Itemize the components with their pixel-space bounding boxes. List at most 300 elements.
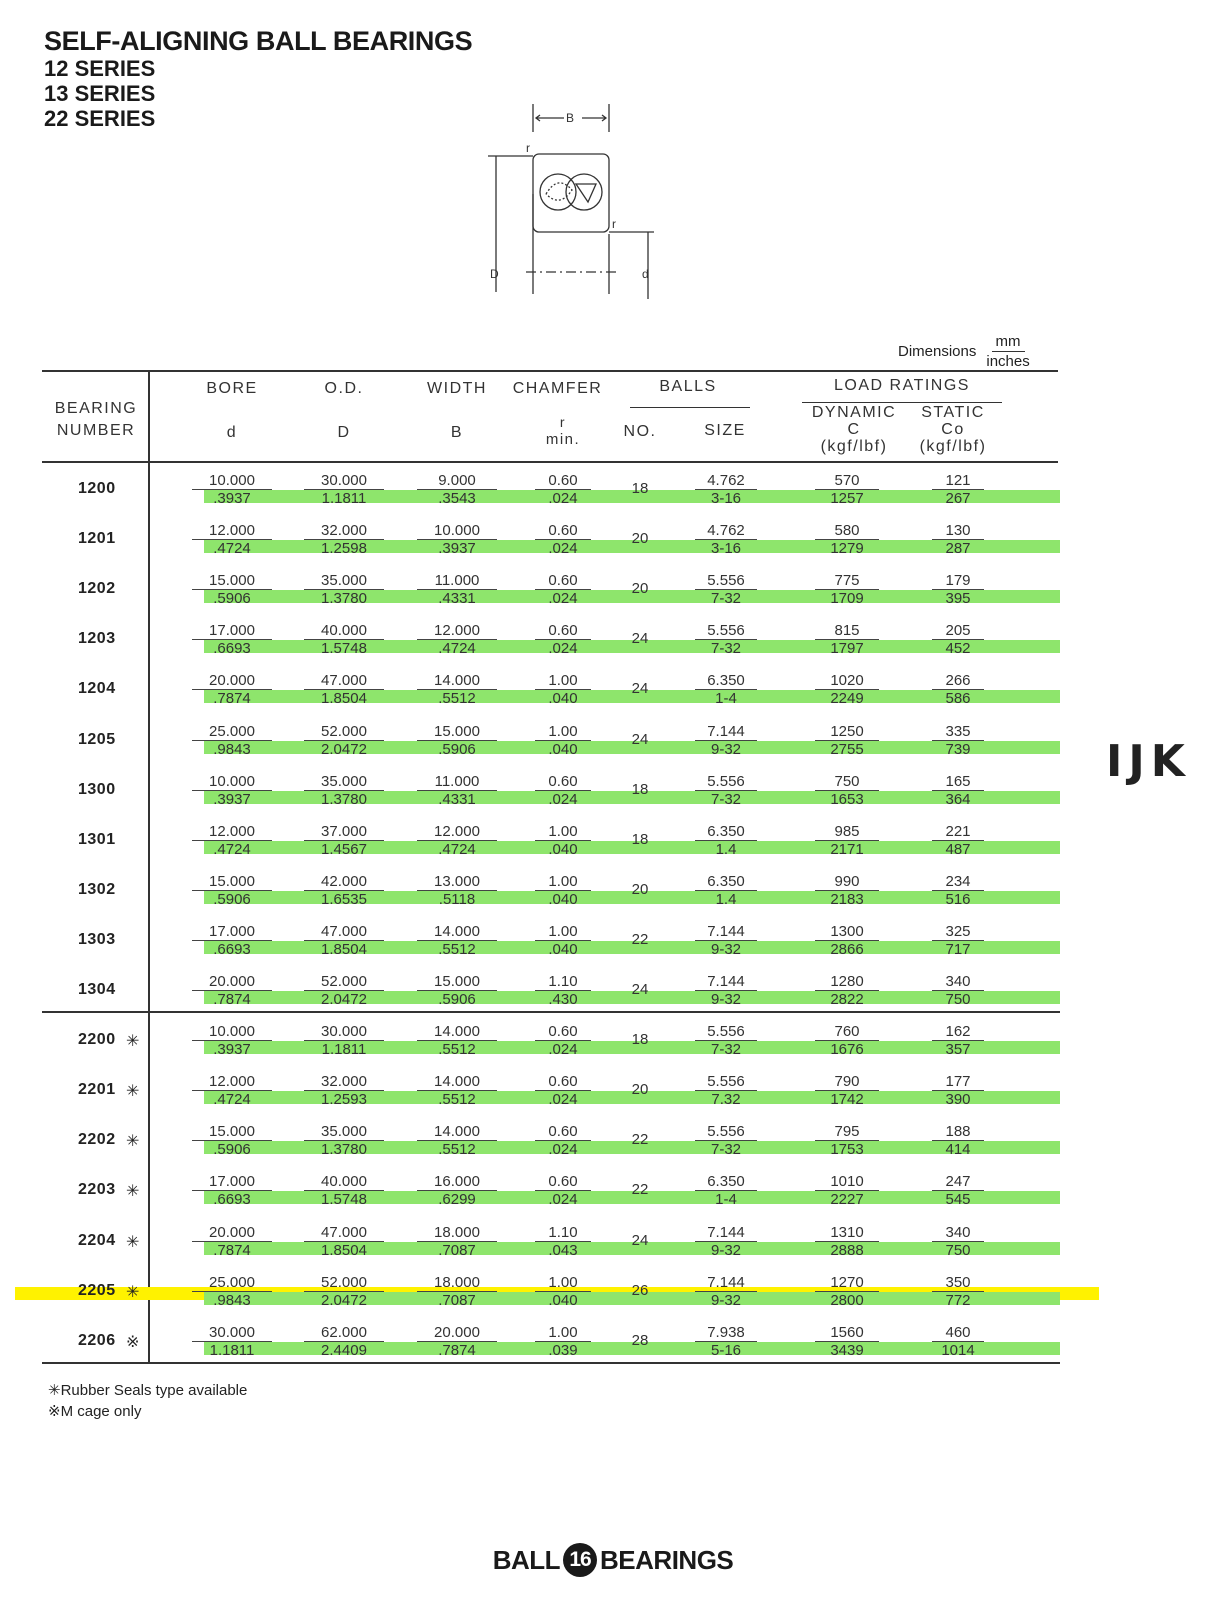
cell-size-mm: 7.144 bbox=[695, 1224, 757, 1242]
cell-bore-inch: .7874 bbox=[213, 991, 251, 1008]
cell-ball-count: 18 bbox=[631, 831, 649, 848]
cell-chamfer-mm: 1.00 bbox=[535, 873, 591, 891]
bearing-number: 1300 bbox=[78, 781, 116, 798]
cell-bore-mm: 15.000 bbox=[192, 873, 272, 891]
cell-od-inch: 2.0472 bbox=[321, 1292, 367, 1309]
cell-dyn-mm: 570 bbox=[815, 472, 879, 490]
cell-od-inch: 1.1811 bbox=[321, 1041, 367, 1058]
footer-bearings: BEARINGS bbox=[600, 1544, 734, 1575]
cell-chamfer-inch: .039 bbox=[548, 1342, 578, 1359]
cell-dyn-inch: 1676 bbox=[830, 1041, 864, 1058]
cell-dyn-inch: 2800 bbox=[830, 1292, 864, 1309]
cell-chamfer-inch: .040 bbox=[548, 741, 578, 758]
cell-stat-inch: 267 bbox=[945, 490, 971, 507]
cell-chamfer-mm: 1.00 bbox=[535, 923, 591, 941]
cell-stat-mm: 221 bbox=[932, 823, 984, 841]
cell-size-mm: 4.762 bbox=[695, 522, 757, 540]
cell-od-inch: 1.1811 bbox=[321, 490, 367, 507]
cell-dyn-mm: 1010 bbox=[815, 1173, 879, 1191]
cell-size-mm: 7.144 bbox=[695, 923, 757, 941]
cell-chamfer-inch: .024 bbox=[548, 640, 578, 657]
cell-chamfer-inch: .040 bbox=[548, 1292, 578, 1309]
unit-mm: mm bbox=[992, 334, 1025, 352]
cell-bore-mm: 12.000 bbox=[192, 823, 272, 841]
cell-bore-inch: .3937 bbox=[213, 1041, 251, 1058]
seal-mark: ✳ bbox=[126, 1133, 140, 1150]
bearing-number: 1204 bbox=[78, 680, 116, 697]
bearing-number: 1200 bbox=[78, 480, 116, 497]
cell-size-inch: 7-32 bbox=[710, 590, 742, 607]
page-title: SELF-ALIGNING BALL BEARINGS bbox=[44, 26, 473, 56]
bearing-column-rule bbox=[148, 370, 150, 1363]
cell-bore-inch: .5906 bbox=[213, 891, 251, 908]
header-width: WIDTH bbox=[427, 380, 487, 397]
cell-width-mm: 15.000 bbox=[417, 973, 497, 991]
cell-stat-mm: 247 bbox=[932, 1173, 984, 1191]
title-block bbox=[44, 28, 472, 130]
header-balls-no: NO. bbox=[623, 423, 657, 440]
cell-size-inch: 1.4 bbox=[715, 891, 737, 908]
cell-bore-inch: .6693 bbox=[213, 941, 251, 958]
cell-size-inch: 9-32 bbox=[710, 941, 742, 958]
cell-stat-mm: 121 bbox=[932, 472, 984, 490]
cell-chamfer-inch: .043 bbox=[548, 1242, 578, 1259]
cell-size-mm: 7.938 bbox=[695, 1324, 757, 1342]
cell-dyn-inch: 2822 bbox=[830, 991, 864, 1008]
cell-dyn-inch: 2866 bbox=[830, 941, 864, 958]
cell-dyn-mm: 1270 bbox=[815, 1274, 879, 1292]
label-B: B bbox=[565, 111, 575, 125]
cell-bore-mm: 10.000 bbox=[192, 1023, 272, 1041]
cell-bore-mm: 15.000 bbox=[192, 1123, 272, 1141]
cell-ball-count: 20 bbox=[631, 580, 649, 597]
seal-mark: ✳ bbox=[126, 1183, 140, 1200]
cell-size-mm: 5.556 bbox=[695, 622, 757, 640]
cell-chamfer-inch: .024 bbox=[548, 1041, 578, 1058]
cell-size-inch: 9-32 bbox=[710, 1292, 742, 1309]
cell-width-inch: .5906 bbox=[438, 741, 476, 758]
cell-size-inch: 3-16 bbox=[710, 540, 742, 557]
cell-size-mm: 5.556 bbox=[695, 1073, 757, 1091]
cell-od-mm: 40.000 bbox=[304, 1173, 384, 1191]
cell-od-mm: 37.000 bbox=[304, 823, 384, 841]
cell-size-mm: 5.556 bbox=[695, 572, 757, 590]
table-top-rule bbox=[42, 370, 1058, 372]
cell-stat-mm: 340 bbox=[932, 973, 984, 991]
cell-width-inch: .5906 bbox=[438, 991, 476, 1008]
cell-stat-inch: 395 bbox=[945, 590, 971, 607]
cell-bore-inch: .4724 bbox=[213, 540, 251, 557]
balls-header-rule bbox=[630, 407, 750, 408]
cell-od-inch: 1.3780 bbox=[321, 791, 367, 808]
cell-dyn-inch: 1653 bbox=[830, 791, 864, 808]
cell-width-mm: 18.000 bbox=[417, 1274, 497, 1292]
cell-bore-inch: .3937 bbox=[213, 791, 251, 808]
table-bottom-rule bbox=[42, 1362, 1060, 1364]
cell-od-mm: 47.000 bbox=[304, 1224, 384, 1242]
header-static-unit: (kgf/lbf) bbox=[919, 438, 987, 455]
cell-width-inch: .5512 bbox=[438, 1091, 476, 1108]
cell-dyn-inch: 2888 bbox=[830, 1242, 864, 1259]
cell-ball-count: 20 bbox=[631, 530, 649, 547]
unit-fraction bbox=[986, 334, 1029, 369]
cell-size-mm: 7.144 bbox=[695, 973, 757, 991]
cell-dyn-inch: 2183 bbox=[830, 891, 864, 908]
cell-dyn-inch: 1753 bbox=[830, 1141, 864, 1158]
cell-size-inch: 5-16 bbox=[710, 1342, 742, 1359]
cell-bore-mm: 20.000 bbox=[192, 1224, 272, 1242]
bearing-number: 2205 bbox=[78, 1282, 116, 1299]
header-chamfer: CHAMFER bbox=[512, 380, 603, 397]
page-number: 16 bbox=[563, 1543, 597, 1577]
cell-od-inch: 1.5748 bbox=[321, 640, 367, 657]
cell-od-inch: 1.8504 bbox=[321, 690, 367, 707]
cell-chamfer-mm: 0.60 bbox=[535, 572, 591, 590]
cell-od-mm: 32.000 bbox=[304, 522, 384, 540]
cell-od-mm: 47.000 bbox=[304, 923, 384, 941]
label-r-bottom: r bbox=[612, 217, 616, 231]
cell-ball-count: 24 bbox=[631, 981, 649, 998]
cell-dyn-mm: 795 bbox=[815, 1123, 879, 1141]
cell-ball-count: 22 bbox=[631, 931, 649, 948]
cell-ball-count: 18 bbox=[631, 1031, 649, 1048]
cell-bore-inch: .3937 bbox=[213, 490, 251, 507]
cell-size-inch: 1-4 bbox=[715, 690, 737, 707]
cell-od-inch: 2.0472 bbox=[321, 741, 367, 758]
cell-stat-mm: 350 bbox=[932, 1274, 984, 1292]
cell-dyn-mm: 1250 bbox=[815, 723, 879, 741]
cell-stat-mm: 165 bbox=[932, 773, 984, 791]
cell-od-inch: 1.5748 bbox=[321, 1191, 367, 1208]
cell-dyn-inch: 1797 bbox=[830, 640, 864, 657]
cell-width-mm: 14.000 bbox=[417, 1073, 497, 1091]
cell-width-mm: 15.000 bbox=[417, 723, 497, 741]
cell-dyn-inch: 1257 bbox=[830, 490, 864, 507]
cell-bore-mm: 25.000 bbox=[192, 1274, 272, 1292]
note-rubber-seals: ✳Rubber Seals type available bbox=[48, 1382, 248, 1399]
cell-chamfer-inch: .024 bbox=[548, 1141, 578, 1158]
cell-size-mm: 5.556 bbox=[695, 1123, 757, 1141]
cell-stat-inch: 452 bbox=[945, 640, 971, 657]
cell-dyn-mm: 750 bbox=[815, 773, 879, 791]
cell-bore-mm: 25.000 bbox=[192, 723, 272, 741]
cell-od-inch: 1.6535 bbox=[321, 891, 367, 908]
cell-size-mm: 6.350 bbox=[695, 1173, 757, 1191]
cell-bore-mm: 15.000 bbox=[192, 572, 272, 590]
page-footer bbox=[0, 1543, 1226, 1577]
cell-ball-count: 24 bbox=[631, 630, 649, 647]
cell-dyn-mm: 990 bbox=[815, 873, 879, 891]
dimensions-label: Dimensions bbox=[898, 343, 977, 360]
bearing-number: 2200 bbox=[78, 1031, 116, 1048]
cell-bore-mm: 17.000 bbox=[192, 622, 272, 640]
cell-size-inch: 9-32 bbox=[710, 1242, 742, 1259]
series-label-22: 22 SERIES bbox=[44, 106, 156, 131]
cell-width-mm: 20.000 bbox=[417, 1324, 497, 1342]
cell-chamfer-mm: 1.00 bbox=[535, 1274, 591, 1292]
cell-size-inch: 7-32 bbox=[710, 1141, 742, 1158]
cell-size-mm: 6.350 bbox=[695, 873, 757, 891]
cell-width-inch: .5512 bbox=[438, 1141, 476, 1158]
cell-chamfer-mm: 1.00 bbox=[535, 1324, 591, 1342]
header-static: STATIC bbox=[921, 404, 985, 421]
cell-width-inch: .4724 bbox=[438, 841, 476, 858]
cell-stat-inch: 357 bbox=[945, 1041, 971, 1058]
series-label-13: 13 SERIES bbox=[44, 81, 156, 106]
cell-dyn-mm: 1310 bbox=[815, 1224, 879, 1242]
cell-chamfer-mm: 1.00 bbox=[535, 823, 591, 841]
cell-od-inch: 1.4567 bbox=[321, 841, 367, 858]
cell-width-mm: 14.000 bbox=[417, 1123, 497, 1141]
cell-stat-inch: 739 bbox=[945, 741, 971, 758]
cell-bore-inch: .4724 bbox=[213, 1091, 251, 1108]
seal-mark: ✳ bbox=[126, 1033, 140, 1050]
cell-bore-inch: .9843 bbox=[213, 1292, 251, 1309]
cell-chamfer-inch: .024 bbox=[548, 1091, 578, 1108]
seal-mark: ※ bbox=[126, 1334, 140, 1351]
cell-width-inch: .5512 bbox=[438, 941, 476, 958]
cell-od-inch: 1.3780 bbox=[321, 1141, 367, 1158]
cell-width-mm: 13.000 bbox=[417, 873, 497, 891]
cell-size-inch: 1.4 bbox=[715, 841, 737, 858]
cell-stat-mm: 325 bbox=[932, 923, 984, 941]
bearing-number: 2202 bbox=[78, 1131, 116, 1148]
cell-stat-mm: 179 bbox=[932, 572, 984, 590]
header-chamfer-min: min. bbox=[545, 431, 581, 448]
bearing-number: 1301 bbox=[78, 831, 116, 848]
cell-size-mm: 6.350 bbox=[695, 823, 757, 841]
cell-stat-inch: 1014 bbox=[941, 1342, 975, 1359]
cell-width-inch: .4331 bbox=[438, 791, 476, 808]
cell-dyn-mm: 1020 bbox=[815, 672, 879, 690]
cell-dyn-mm: 985 bbox=[815, 823, 879, 841]
cell-od-mm: 35.000 bbox=[304, 572, 384, 590]
cell-size-mm: 4.762 bbox=[695, 472, 757, 490]
cell-bore-inch: .6693 bbox=[213, 640, 251, 657]
cell-od-mm: 30.000 bbox=[304, 1023, 384, 1041]
cell-bore-mm: 20.000 bbox=[192, 672, 272, 690]
cell-bore-inch: .7874 bbox=[213, 1242, 251, 1259]
cell-stat-inch: 545 bbox=[945, 1191, 971, 1208]
cell-stat-mm: 205 bbox=[932, 622, 984, 640]
seal-mark: ✳ bbox=[126, 1234, 140, 1251]
cell-bore-mm: 10.000 bbox=[192, 773, 272, 791]
bearing-number: 1303 bbox=[78, 931, 116, 948]
cell-chamfer-mm: 0.60 bbox=[535, 1173, 591, 1191]
cell-bore-inch: .6693 bbox=[213, 1191, 251, 1208]
header-bearing-number bbox=[44, 398, 148, 442]
cell-bore-inch: 1.1811 bbox=[209, 1342, 255, 1359]
cell-bore-mm: 17.000 bbox=[192, 923, 272, 941]
cell-stat-inch: 717 bbox=[945, 941, 971, 958]
bearing-cross-section-diagram bbox=[478, 104, 678, 304]
cell-stat-mm: 177 bbox=[932, 1073, 984, 1091]
cell-stat-mm: 460 bbox=[932, 1324, 984, 1342]
group-divider-rule bbox=[42, 1011, 1060, 1013]
cell-ball-count: 18 bbox=[631, 480, 649, 497]
bearing-number: 1203 bbox=[78, 630, 116, 647]
header-bearing-line2: NUMBER bbox=[56, 422, 136, 439]
cell-width-inch: .3543 bbox=[438, 490, 476, 507]
cell-bore-inch: .5906 bbox=[213, 1141, 251, 1158]
header-width-symbol: B bbox=[450, 424, 464, 441]
header-bore: BORE bbox=[206, 380, 258, 397]
cell-chamfer-mm: 0.60 bbox=[535, 622, 591, 640]
cell-chamfer-inch: .024 bbox=[548, 590, 578, 607]
cell-width-inch: .3937 bbox=[438, 540, 476, 557]
cell-stat-inch: 364 bbox=[945, 791, 971, 808]
cell-width-mm: 11.000 bbox=[417, 773, 497, 791]
cell-bore-inch: .5906 bbox=[213, 590, 251, 607]
cell-dyn-mm: 1300 bbox=[815, 923, 879, 941]
cell-dyn-mm: 760 bbox=[815, 1023, 879, 1041]
cell-bore-mm: 12.000 bbox=[192, 522, 272, 540]
cell-stat-mm: 162 bbox=[932, 1023, 984, 1041]
cell-size-mm: 5.556 bbox=[695, 773, 757, 791]
bearing-number: 2203 bbox=[78, 1181, 116, 1198]
cell-stat-inch: 586 bbox=[945, 690, 971, 707]
cell-dyn-inch: 1709 bbox=[830, 590, 864, 607]
cell-od-inch: 1.8504 bbox=[321, 941, 367, 958]
cell-width-inch: .4331 bbox=[438, 590, 476, 607]
dimension-units bbox=[898, 334, 1030, 369]
cell-dyn-inch: 2249 bbox=[830, 690, 864, 707]
cell-od-mm: 30.000 bbox=[304, 472, 384, 490]
cell-bore-inch: .4724 bbox=[213, 841, 251, 858]
label-d: d bbox=[642, 267, 649, 281]
cell-chamfer-inch: .040 bbox=[548, 891, 578, 908]
cell-size-inch: 7-32 bbox=[710, 640, 742, 657]
cell-width-inch: .5118 bbox=[438, 891, 476, 908]
header-dynamic-unit: (kgf/lbf) bbox=[820, 438, 888, 455]
bearing-number: 2206 bbox=[78, 1332, 116, 1349]
cell-width-inch: .7874 bbox=[438, 1342, 476, 1359]
bearing-number: 2204 bbox=[78, 1232, 116, 1249]
cell-dyn-inch: 2755 bbox=[830, 741, 864, 758]
cell-stat-inch: 516 bbox=[945, 891, 971, 908]
cell-dyn-inch: 3439 bbox=[830, 1342, 864, 1359]
cell-chamfer-mm: 1.00 bbox=[535, 672, 591, 690]
cell-width-mm: 16.000 bbox=[417, 1173, 497, 1191]
cell-width-inch: .4724 bbox=[438, 640, 476, 657]
cell-ball-count: 24 bbox=[631, 1232, 649, 1249]
cell-dyn-mm: 1280 bbox=[815, 973, 879, 991]
cell-width-inch: .5512 bbox=[438, 690, 476, 707]
cell-od-mm: 35.000 bbox=[304, 1123, 384, 1141]
cell-od-inch: 1.2598 bbox=[321, 540, 367, 557]
cell-size-inch: 9-32 bbox=[710, 991, 742, 1008]
cell-od-mm: 42.000 bbox=[304, 873, 384, 891]
cell-width-inch: .7087 bbox=[438, 1242, 476, 1259]
cell-width-mm: 11.000 bbox=[417, 572, 497, 590]
note-m-cage: ※M cage only bbox=[48, 1403, 142, 1420]
cell-size-inch: 1-4 bbox=[715, 1191, 737, 1208]
cell-chamfer-mm: 1.00 bbox=[535, 723, 591, 741]
footnotes bbox=[48, 1380, 247, 1422]
cell-size-mm: 7.144 bbox=[695, 1274, 757, 1292]
cell-chamfer-inch: .024 bbox=[548, 540, 578, 557]
cell-bore-mm: 12.000 bbox=[192, 1073, 272, 1091]
cell-od-mm: 47.000 bbox=[304, 672, 384, 690]
cell-ball-count: 24 bbox=[631, 731, 649, 748]
header-chamfer-symbol: r bbox=[559, 414, 567, 430]
seal-mark: ✳ bbox=[126, 1083, 140, 1100]
bearing-number: 1202 bbox=[78, 580, 116, 597]
cell-width-inch: .7087 bbox=[438, 1292, 476, 1309]
header-bottom-rule bbox=[42, 461, 1058, 463]
cell-chamfer-inch: .430 bbox=[548, 991, 578, 1008]
header-bore-symbol: d bbox=[226, 424, 238, 441]
header-dynamic-symbol: C bbox=[847, 421, 861, 438]
bearing-number: 1304 bbox=[78, 981, 116, 998]
cell-chamfer-mm: 1.10 bbox=[535, 1224, 591, 1242]
cell-chamfer-mm: 0.60 bbox=[535, 1073, 591, 1091]
cell-od-inch: 1.3780 bbox=[321, 590, 367, 607]
cell-stat-inch: 487 bbox=[945, 841, 971, 858]
header-bearing-line1: BEARING bbox=[54, 400, 138, 417]
cell-od-mm: 40.000 bbox=[304, 622, 384, 640]
cell-width-mm: 18.000 bbox=[417, 1224, 497, 1242]
cell-od-inch: 2.0472 bbox=[321, 991, 367, 1008]
cell-bore-inch: .7874 bbox=[213, 690, 251, 707]
cell-ball-count: 20 bbox=[631, 881, 649, 898]
cell-size-mm: 5.556 bbox=[695, 1023, 757, 1041]
cell-size-inch: 7-32 bbox=[710, 791, 742, 808]
cell-width-mm: 14.000 bbox=[417, 672, 497, 690]
cell-stat-mm: 188 bbox=[932, 1123, 984, 1141]
cell-ball-count: 22 bbox=[631, 1181, 649, 1198]
cell-stat-inch: 390 bbox=[945, 1091, 971, 1108]
cell-dyn-mm: 1560 bbox=[815, 1324, 879, 1342]
cell-size-inch: 7-32 bbox=[710, 1041, 742, 1058]
bearing-number: 1201 bbox=[78, 530, 116, 547]
cell-od-mm: 52.000 bbox=[304, 723, 384, 741]
cell-size-inch: 9-32 bbox=[710, 741, 742, 758]
cell-stat-inch: 750 bbox=[945, 1242, 971, 1259]
cell-width-mm: 12.000 bbox=[417, 823, 497, 841]
cell-size-inch: 7.32 bbox=[711, 1091, 741, 1108]
unit-inches: inches bbox=[986, 353, 1030, 370]
cell-ball-count: 24 bbox=[631, 680, 649, 697]
cell-od-inch: 2.4409 bbox=[321, 1342, 367, 1359]
bearing-number: 2201 bbox=[78, 1081, 116, 1098]
cell-width-mm: 14.000 bbox=[417, 1023, 497, 1041]
header-static-symbol: Co bbox=[941, 421, 965, 438]
cell-od-mm: 35.000 bbox=[304, 773, 384, 791]
cell-dyn-mm: 580 bbox=[815, 522, 879, 540]
cell-stat-mm: 234 bbox=[932, 873, 984, 891]
cell-stat-inch: 772 bbox=[945, 1292, 971, 1309]
cell-chamfer-mm: 0.60 bbox=[535, 1123, 591, 1141]
cell-bore-mm: 10.000 bbox=[192, 472, 272, 490]
seal-mark: ✳ bbox=[126, 1284, 140, 1301]
cell-width-mm: 14.000 bbox=[417, 923, 497, 941]
cell-dyn-inch: 2227 bbox=[830, 1191, 864, 1208]
cell-size-mm: 6.350 bbox=[695, 672, 757, 690]
header-od: O.D. bbox=[324, 380, 364, 397]
cell-od-mm: 62.000 bbox=[304, 1324, 384, 1342]
cell-dyn-inch: 2171 bbox=[830, 841, 864, 858]
cell-chamfer-inch: .024 bbox=[548, 1191, 578, 1208]
cell-chamfer-inch: .040 bbox=[548, 941, 578, 958]
cell-chamfer-inch: .040 bbox=[548, 690, 578, 707]
cell-chamfer-inch: .024 bbox=[548, 490, 578, 507]
label-D: D bbox=[490, 267, 499, 281]
cell-width-mm: 9.000 bbox=[417, 472, 497, 490]
label-r-top: r bbox=[526, 141, 530, 155]
bearing-number: 1205 bbox=[78, 731, 116, 748]
cell-stat-inch: 287 bbox=[945, 540, 971, 557]
